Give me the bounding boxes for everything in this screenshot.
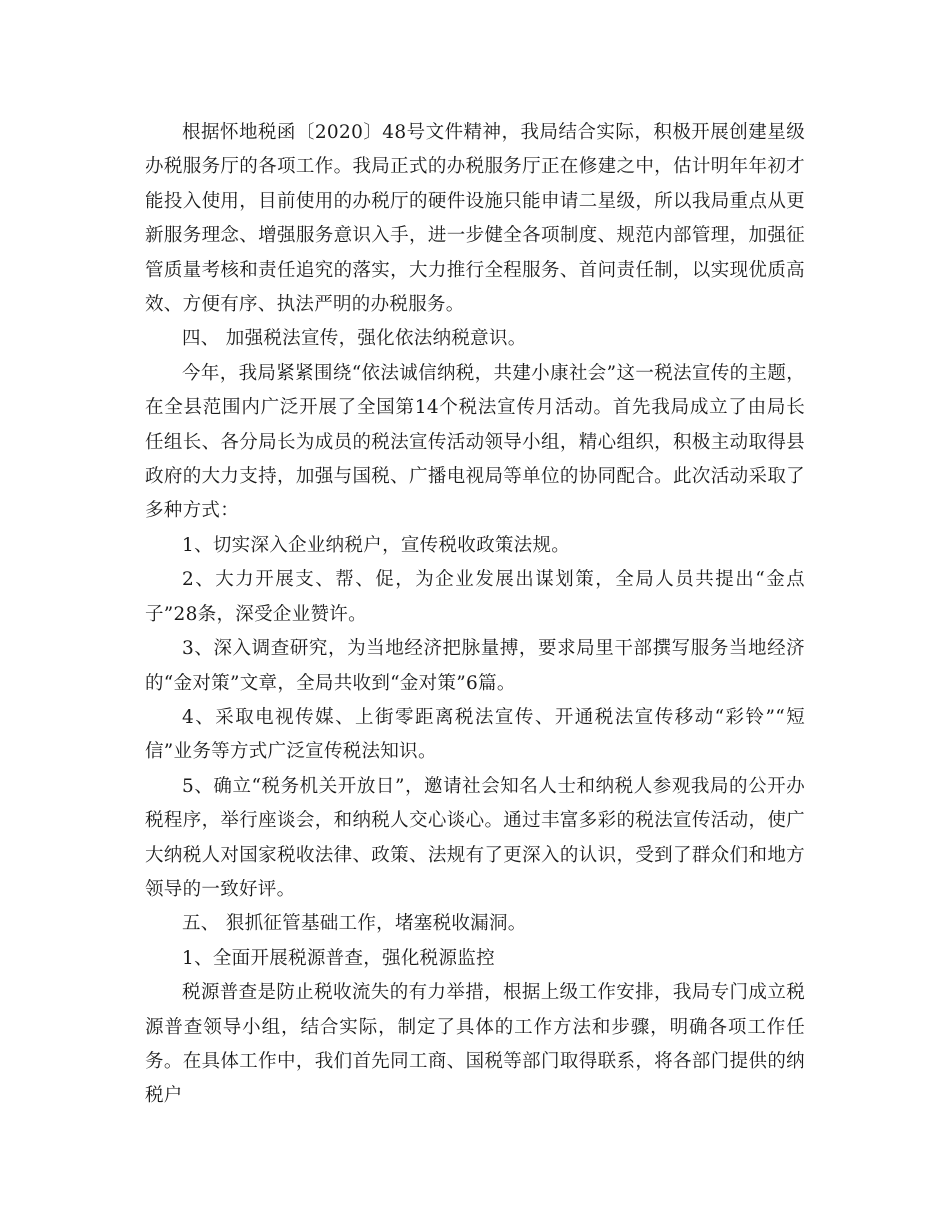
list-item-5: 5、确立“税务机关开放日”，邀请社会知名人士和纳税人参观我局的公开办税程序，举行座谈会，和纳税人交心谈心。通过丰富多彩的税法宣传活动，使广大纳税人对国家税收法律、政策、法规有了更深入的认识，受到了群众们和地方领导的一致好评。 (145, 775, 805, 900)
paragraph-tax-source-survey: 税源普查是防止税收流失的有力举措，根据上级工作安排，我局专门成立税源普查领导小组，结合实际，制定了具体的工作方法和步骤，明确各项工作任务。在具体工作中，我们首先同工商、国税等部门取得联系，将各部门提供的纳税户 (145, 982, 805, 1107)
document-body (145, 116, 805, 1114)
list-item-4: 4、采取电视传媒、上街零距离税法宣传、开通税法宣传移动“彩铃”“短信”业务等方式广泛宣传税法知识。 (145, 706, 805, 763)
paragraph-intro: 根据怀地税函〔2020〕48号文件精神，我局结合实际，积极开展创建星级办税服务厅的各项工作。我局正式的办税服务厅正在修建之中，估计明年年初才能投入使用，目前使用的办税厅的硬件设施只能申请二星级，所以我局重点从更新服务理念、增强服务意识入手，进一步健全各项制度、规范内部管理，加强征管质量考核和责任追究的落实，大力推行全程服务、首问责任制，以实现优质高效、方便有序、执法严明的办税服务。 (145, 122, 805, 316)
list-item-3: 3、深入调查研究，为当地经济把脉量搏，要求局里干部撰写服务当地经济的“金对策”文章，全局共收到“金对策”6篇。 (145, 638, 805, 694)
list-item-2: 2、大力开展支、帮、促，为企业发展出谋划策，全局人员共提出“金点子”28条，深受企业赞许。 (145, 569, 805, 625)
subheading-tax-source-survey: 1、全面开展税源普查，强化税源监控 (182, 947, 495, 969)
paragraph-tax-publicity: 今年，我局紧紧围绕“依法诚信纳税，共建小康社会”这一税法宣传的主题，在全县范围内广泛开展了全国第14个税法宣传月活动。首先我局成立了由局长任组长、各分局长为成员的税法宣传活动领导小组，精心组织，积极主动取得县政府的大力支持，加强与国税、广播电视局等单位的协同配合。此次活动采取了多种方式： (145, 362, 805, 522)
list-item-1: 1、切实深入企业纳税户，宣传税收政策法规。 (182, 534, 571, 556)
section-heading-5: 五、 狠抓征管基础工作，堵塞税收漏洞。 (182, 913, 527, 935)
section-heading-4: 四、 加强税法宣传，强化依法纳税意识。 (182, 328, 527, 350)
